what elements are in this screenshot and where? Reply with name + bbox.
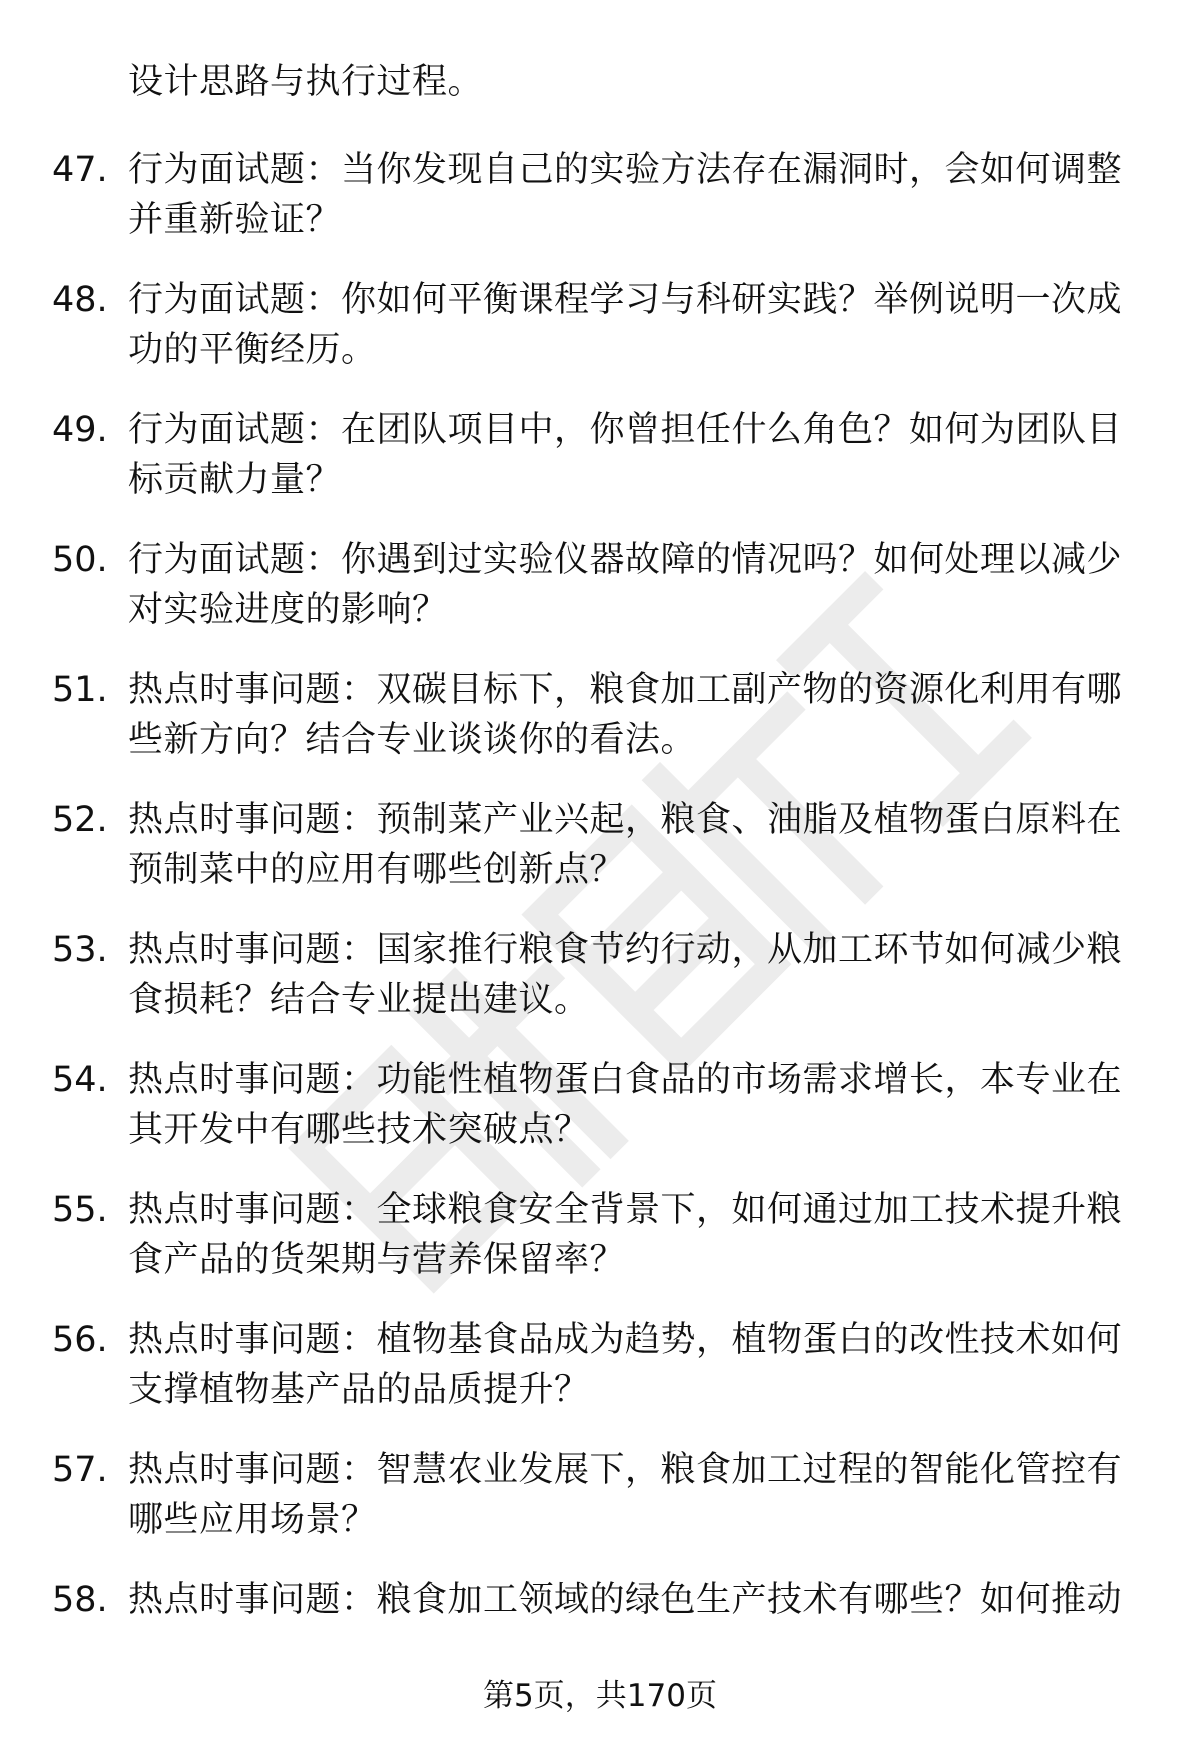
question-text: 热点时事问题：智慧农业发展下，粮食加工过程的智能化管控有哪些应用场景？ (128, 1450, 1123, 1540)
list-item (0, 1445, 1200, 1575)
list-item (0, 275, 1200, 405)
question-number: 48. (52, 280, 108, 320)
list-item (0, 795, 1200, 925)
list-item (0, 405, 1200, 535)
list-item (0, 925, 1200, 1055)
list-item (0, 665, 1200, 795)
list-item (0, 1055, 1200, 1185)
question-number: 52. (52, 800, 108, 840)
question-number: 53. (52, 930, 108, 970)
question-number: 54. (52, 1060, 108, 1100)
question-text: 热点时事问题：国家推行粮食节约行动，从加工环节如何减少粮食损耗？结合专业提出建议。 (128, 930, 1123, 1020)
question-number: 49. (52, 410, 108, 450)
page-footer: 第5页，共170页 (483, 1678, 717, 1714)
question-number: 55. (52, 1190, 108, 1230)
question-number: 47. (52, 150, 108, 190)
question-text: 热点时事问题：粮食加工领域的绿色生产技术有哪些？如何推动 (128, 1580, 1123, 1620)
question-text: 热点时事问题：双碳目标下，粮食加工副产物的资源化利用有哪些新方向？结合专业谈谈你的看法。 (128, 670, 1123, 760)
question-number: 51. (52, 670, 108, 710)
list-item (0, 145, 1200, 275)
question-text: 热点时事问题：预制菜产业兴起，粮食、油脂及植物蛋白原料在预制菜中的应用有哪些创新点？ (128, 800, 1123, 890)
list-item (0, 1315, 1200, 1445)
question-text: 行为面试题：你遇到过实验仪器故障的情况吗？如何处理以减少对实验进度的影响？ (128, 540, 1123, 630)
list-item (0, 1185, 1200, 1315)
question-text: 热点时事问题：全球粮食安全背景下，如何通过加工技术提升粮食产品的货架期与营养保留率？ (128, 1190, 1123, 1280)
continuation-text: 设计思路与执行过程。 (128, 62, 484, 102)
question-list (0, 145, 1200, 1705)
question-number: 50. (52, 540, 108, 580)
question-number: 57. (52, 1450, 108, 1490)
question-text: 行为面试题：当你发现自己的实验方法存在漏洞时，会如何调整并重新验证？ (128, 150, 1123, 240)
question-text: 行为面试题：在团队项目中，你曾担任什么角色？如何为团队目标贡献力量？ (128, 410, 1123, 500)
question-text: 热点时事问题：植物基食品成为趋势，植物蛋白的改性技术如何支撑植物基产品的品质提升？ (128, 1320, 1123, 1410)
question-number: 56. (52, 1320, 108, 1360)
question-text: 热点时事问题：功能性植物蛋白食品的市场需求增长，本专业在其开发中有哪些技术突破点？ (128, 1060, 1123, 1150)
question-text: 行为面试题：你如何平衡课程学习与科研实践？举例说明一次成功的平衡经历。 (128, 280, 1123, 370)
list-item (0, 535, 1200, 665)
question-number: 58. (52, 1580, 108, 1620)
